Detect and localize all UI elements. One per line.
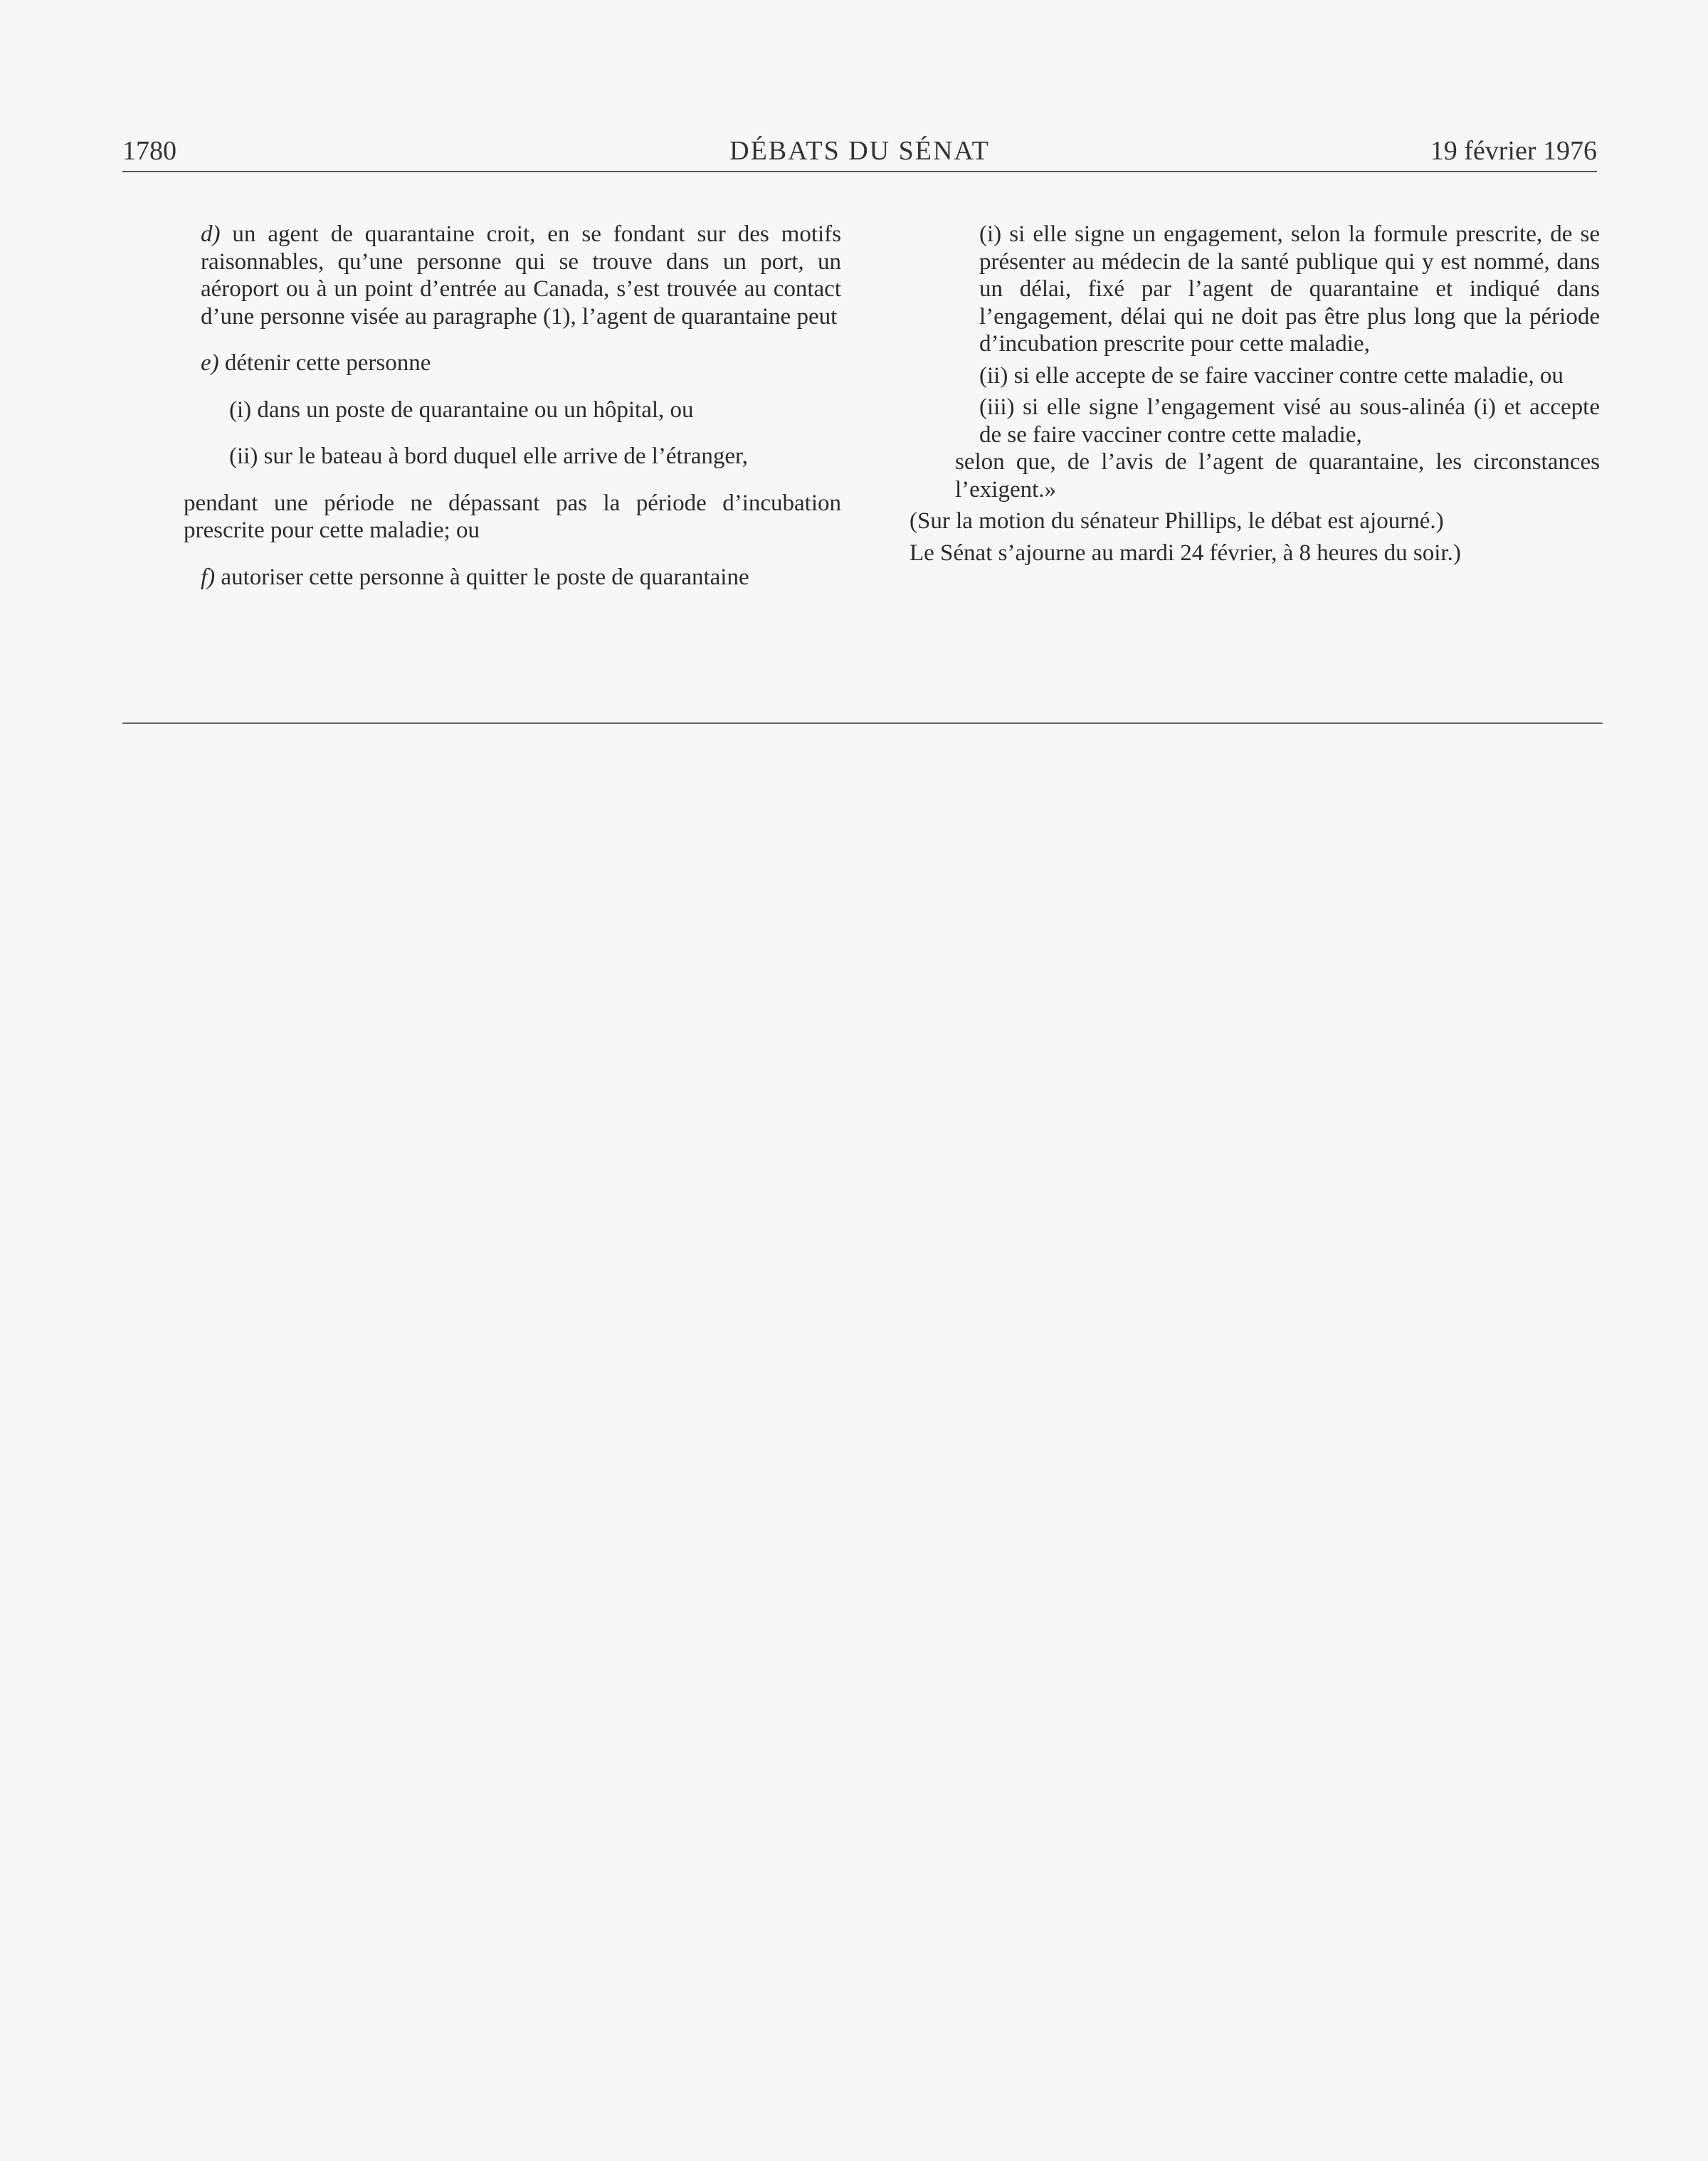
clause-f-text: autoriser cette personne à quitter le poste de quarantaine <box>221 564 749 590</box>
right-column <box>880 221 1600 567</box>
clause-e-text: détenir cette personne <box>224 350 431 376</box>
issue-date: 19 février 1976 <box>1430 136 1597 166</box>
clause-e <box>201 349 841 377</box>
clause-e-marker: e) <box>201 350 219 376</box>
clause-e-i: (i) dans un poste de quarantaine ou un hôpital, ou <box>229 396 694 423</box>
page-number: 1780 <box>122 136 176 166</box>
publication-title: DÉBATS DU SÉNAT <box>729 136 990 166</box>
motion-note: (Sur la motion du sénateur Phillips, le débat est ajourné.) <box>910 508 1444 534</box>
left-column <box>184 221 841 591</box>
clause-d-text: un agent de quarantaine croit, en se fondant sur des motifs raisonnables, qu’une personne qui se trouve dans un port, un aéroport ou à un point d’entrée au Canada, s’est trouvée au contact d’une personne visée au paragraphe (1), l’agent de quarantaine peut <box>201 221 841 330</box>
clause-e-close: pendant une période ne dépassant pas la période d’incubation prescrite pour cette maladie; ou <box>184 490 841 543</box>
clause-d-marker: d) <box>201 221 221 247</box>
clause-f-iii: (iii) si elle signe l’engagement visé au sous-alinéa (i) et accepte de se faire vacciner contre cette maladie, <box>979 394 1600 448</box>
clause-d <box>201 221 841 330</box>
adjournment-note: Le Sénat s’ajourne au mardi 24 février, à 8 heures du soir.) <box>910 540 1461 566</box>
clause-e-ii: (ii) sur le bateau à bord duquel elle arrive de l’étranger, <box>229 443 748 469</box>
clause-f-marker: f) <box>201 564 216 590</box>
header-rule <box>122 171 1597 172</box>
clause-f-ii: (ii) si elle accepte de se faire vacciner contre cette maladie, ou <box>979 362 1564 389</box>
page-header <box>122 135 1597 171</box>
footer-rule <box>122 722 1603 724</box>
clause-f <box>201 564 841 591</box>
clause-f-close: selon que, de l’avis de l’agent de quarantaine, les circonstances l’exigent.» <box>955 449 1600 503</box>
clause-f-i: (i) si elle signe un engagement, selon la formule prescrite, de se présenter au médecin de la santé publique qui y est nommé, dans un délai, fixé par l’agent de quarantaine et indiqué dans l’engagement, délai qui ne doit pas être plus long que la période d’incubation prescrite pour cette maladie, <box>979 221 1600 357</box>
